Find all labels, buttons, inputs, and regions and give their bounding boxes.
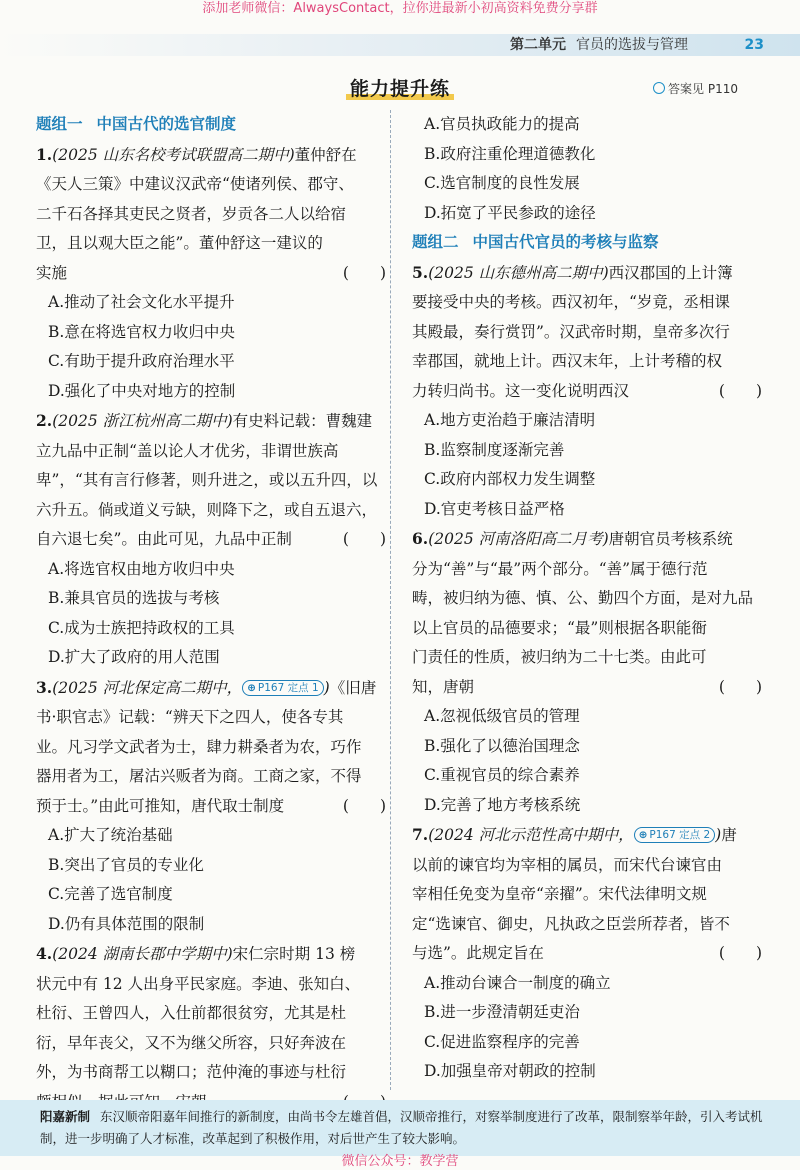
option-a: A.忽视低级官员的管理 — [424, 707, 580, 725]
source-close: ) — [323, 678, 330, 697]
answer-blank: ( ) — [342, 263, 386, 282]
option-a: A.地方吏治趋于廉洁清明 — [424, 411, 596, 429]
watermark-bottom: 微信公众号：教学营 — [341, 1154, 459, 1169]
question-source: (2025 河北保定高二期中， — [52, 678, 243, 697]
question-3 — [36, 673, 386, 940]
group-1-title — [36, 110, 386, 140]
option-d: D.加强皇帝对朝政的控制 — [424, 1062, 596, 1080]
option-b: B.突出了官员的专业化 — [48, 855, 204, 874]
group-heading: 中国古代官员的考核与监察 — [472, 233, 659, 251]
unit-number: 第二单元 — [510, 37, 566, 53]
group-label: 题组二 — [412, 233, 459, 251]
stem-line: 业。凡习学文武者为士，肆力耕桑者为农，巧作 — [36, 737, 362, 756]
tag-label: P167 定点 1 — [257, 681, 319, 694]
stem-line: 《旧唐 — [329, 678, 377, 697]
option-a: A.推动了社会文化水平提升 — [48, 293, 235, 311]
option-d: D.完善了地方考核系统 — [424, 795, 581, 814]
option-c: C.政府内部权力发生调整 — [424, 470, 596, 488]
stem-line: 自六退七矣”。由此可见，九品中正制 — [36, 530, 292, 548]
stem-line: 幸郡国，就地上计。西汉末年，上计考稽的权 — [412, 352, 723, 370]
page-header — [0, 30, 800, 56]
option-c: C.选官制度的良性发展 — [424, 174, 580, 192]
option-d: D.扩大了政府的用人范围 — [48, 648, 220, 666]
search-icon — [653, 82, 665, 94]
option-a: A.推动台谏合一制度的确立 — [424, 973, 611, 992]
option-b: B.兼具官员的选拔与考核 — [48, 589, 220, 607]
stem-line: 六升五。倘或道义亏缺，则降下之，或自五退六， — [36, 500, 378, 519]
question-4 — [36, 939, 386, 1117]
answer-ref-text: 答案见 P110 — [668, 82, 738, 96]
stem-line: 以前的谏官均为宰相的属员，而宋代台谏官由 — [412, 855, 723, 874]
unit-label — [510, 34, 688, 56]
stem-line: 立九品中正制“盖以论人才优劣，非谓世族高 — [36, 441, 339, 460]
option-b: B.进一步澄清朝廷吏治 — [424, 1003, 580, 1021]
tag-label: P167 定点 2 — [649, 829, 711, 841]
question-number: 4. — [36, 944, 53, 963]
reference-tag[interactable] — [634, 827, 716, 843]
option-c: C.重视官员的综合素养 — [424, 766, 580, 784]
question-source: (2025 山东德州高二期中) — [428, 263, 609, 282]
footer-note-text — [40, 1106, 770, 1150]
stem-line: 西汉郡国的上计簿 — [608, 263, 733, 282]
footer-note — [0, 1100, 800, 1156]
stem-line: 宰相任免变为皇帝“亲擢”。宋代法律明文规 — [412, 885, 707, 903]
question-number: 2. — [36, 411, 53, 430]
answer-blank: ( ) — [718, 677, 762, 696]
stem-line: 其殿最，奏行赏罚”。汉武帝时期，皇帝多次行 — [412, 322, 730, 341]
question-source: (2024 河北示范性高中期中， — [428, 826, 634, 844]
footer-note-body: 东汉顺帝阳嘉年间推行的新制度，由尚书令左雄首倡，汉顺帝推行，对察举制度进行了改革，限制察举年龄，引入考试机制，进一步明确了人才标准，改革起到了积极作用，对后世产生了较大影响。 — [40, 1109, 763, 1146]
stem-line: 卫，且以观大臣之能”。董仲舒这一建议的 — [36, 234, 323, 252]
plus-icon: ⊕ — [638, 829, 648, 841]
page-number: 23 — [744, 37, 764, 53]
stem-line: 器用者为工，屠沽兴贩者为商。工商之家，不得 — [36, 767, 362, 785]
option-a: A.官员执政能力的提高 — [424, 115, 580, 133]
stem-line: 实施 — [36, 263, 68, 282]
right-column — [412, 110, 762, 1087]
stem-line: 要接受中央的考核。西汉初年，“岁竟，丞相课 — [412, 293, 730, 311]
stem-line: 外，为书商帮工以糊口；范仲淹的事迹与杜衍 — [36, 1063, 347, 1081]
watermark-top: 添加老师微信：AlwaysContact，拉你进最新小初高资料免费分享群 — [202, 1, 598, 16]
option-b: B.政府注重伦理道德教化 — [424, 144, 596, 163]
stem-line: 卑”，“其有言行修著，则升进之，或以五升四，以 — [36, 471, 378, 489]
option-a: A.扩大了统治基础 — [48, 826, 173, 844]
question-number: 1. — [36, 144, 53, 164]
option-c: C.有助于提升政府治理水平 — [48, 352, 235, 370]
answer-blank: ( ) — [342, 796, 386, 815]
stem-line: 以上官员的品德要求；“最”则根据各职能衙 — [412, 618, 707, 637]
stem-line: 唐朝官员考核系统 — [608, 530, 733, 548]
answer-blank: ( ) — [718, 944, 762, 962]
option-c: C.促进监察程序的完善 — [424, 1032, 580, 1051]
stem-line: 力转归尚书。这一变化说明西汉 — [412, 381, 630, 400]
option-b: B.强化了以德治国理念 — [424, 736, 580, 755]
option-d: D.强化了中央对地方的控制 — [48, 381, 236, 400]
plus-icon: ⊕ — [247, 681, 256, 694]
question-number: 3. — [36, 677, 53, 697]
reference-tag[interactable] — [242, 680, 324, 696]
stem-line: 定“选谏官、御史，凡执政之臣尝所荐者，皆不 — [412, 914, 730, 933]
question-number: 7. — [412, 825, 429, 844]
question-5 — [412, 258, 762, 525]
question-6 — [412, 524, 762, 820]
stem-line: 与选”。此规定旨在 — [412, 944, 544, 962]
stem-line: 畴，被归纳为德、慎、公、勤四个方面，是对九品 — [412, 589, 754, 607]
group-2-title — [412, 228, 762, 258]
question-number: 6. — [412, 529, 429, 548]
answer-blank: ( ) — [342, 530, 386, 548]
option-a: A.将选官权由地方收归中央 — [48, 559, 235, 578]
option-c: C.完善了选官制度 — [48, 885, 173, 903]
question-source: (2025 浙江杭州高二期中) — [52, 412, 233, 430]
question-source: (2024 湖南长郡中学期中) — [52, 945, 233, 963]
left-column — [36, 110, 386, 1117]
stem-line: 宋仁宗时期 13 榜 — [232, 945, 356, 963]
stem-line: 状元中有 12 人出身平民家庭。李迪、张知白、 — [36, 974, 361, 993]
stem-line: 分为“善”与“最”两个部分。“善”属于德行范 — [412, 559, 708, 578]
option-d: D.官吏考核日益严格 — [424, 499, 565, 518]
question-1 — [36, 140, 386, 407]
option-d: D.拓宽了平民参政的途径 — [424, 203, 596, 222]
stem-line: 唐 — [721, 826, 737, 844]
stem-line: 董仲舒在 — [294, 145, 357, 164]
stem-line: 衍，早年丧父，又不为继父所容，只好奔波在 — [36, 1033, 347, 1052]
question-source: (2025 河南洛阳高二月考) — [428, 530, 609, 548]
answer-blank: ( ) — [718, 381, 762, 400]
footer-note-label: 阳嘉新制 — [40, 1109, 91, 1124]
stem-line: 知，唐朝 — [412, 677, 475, 696]
question-number: 5. — [412, 262, 429, 282]
option-b: B.意在将选官权力收归中央 — [48, 322, 235, 341]
question-2 — [36, 406, 386, 673]
question-7 — [412, 820, 762, 1087]
stem-line: 二千石各择其吏民之贤者，岁贡各二人以给宿 — [36, 204, 347, 223]
stem-line: 有史料记载：曹魏建 — [232, 412, 373, 430]
source-close: ) — [715, 826, 722, 844]
question-source: (2025 山东名校考试联盟高二期中) — [52, 145, 295, 164]
section-title-text: 能力提升练 — [346, 74, 454, 101]
column-divider — [390, 110, 391, 1090]
group-heading: 中国古代的选官制度 — [96, 115, 237, 133]
answer-reference — [653, 80, 738, 97]
stem-line: 书·职官志》记载：“辨天下之四人，使各专其 — [36, 708, 344, 726]
option-d: D.仍有具体范围的限制 — [48, 914, 205, 933]
option-b: B.监察制度逐渐完善 — [424, 440, 565, 459]
stem-line: 预于士。”由此可推知，唐代取士制度 — [36, 796, 285, 815]
stem-line: 杜衍、王曾四人，入仕前都很贫穷，尤其是杜 — [36, 1004, 347, 1022]
group-label: 题组一 — [36, 115, 83, 133]
stem-line: 《天人三策》中建议汉武帝“使诸列侯、郡守、 — [36, 175, 354, 193]
option-c: C.成为士族把持政权的工具 — [48, 618, 235, 637]
unit-title: 官员的选拔与管理 — [576, 37, 688, 53]
stem-line: 门责任的性质，被归纳为二十七类。由此可 — [412, 648, 707, 666]
